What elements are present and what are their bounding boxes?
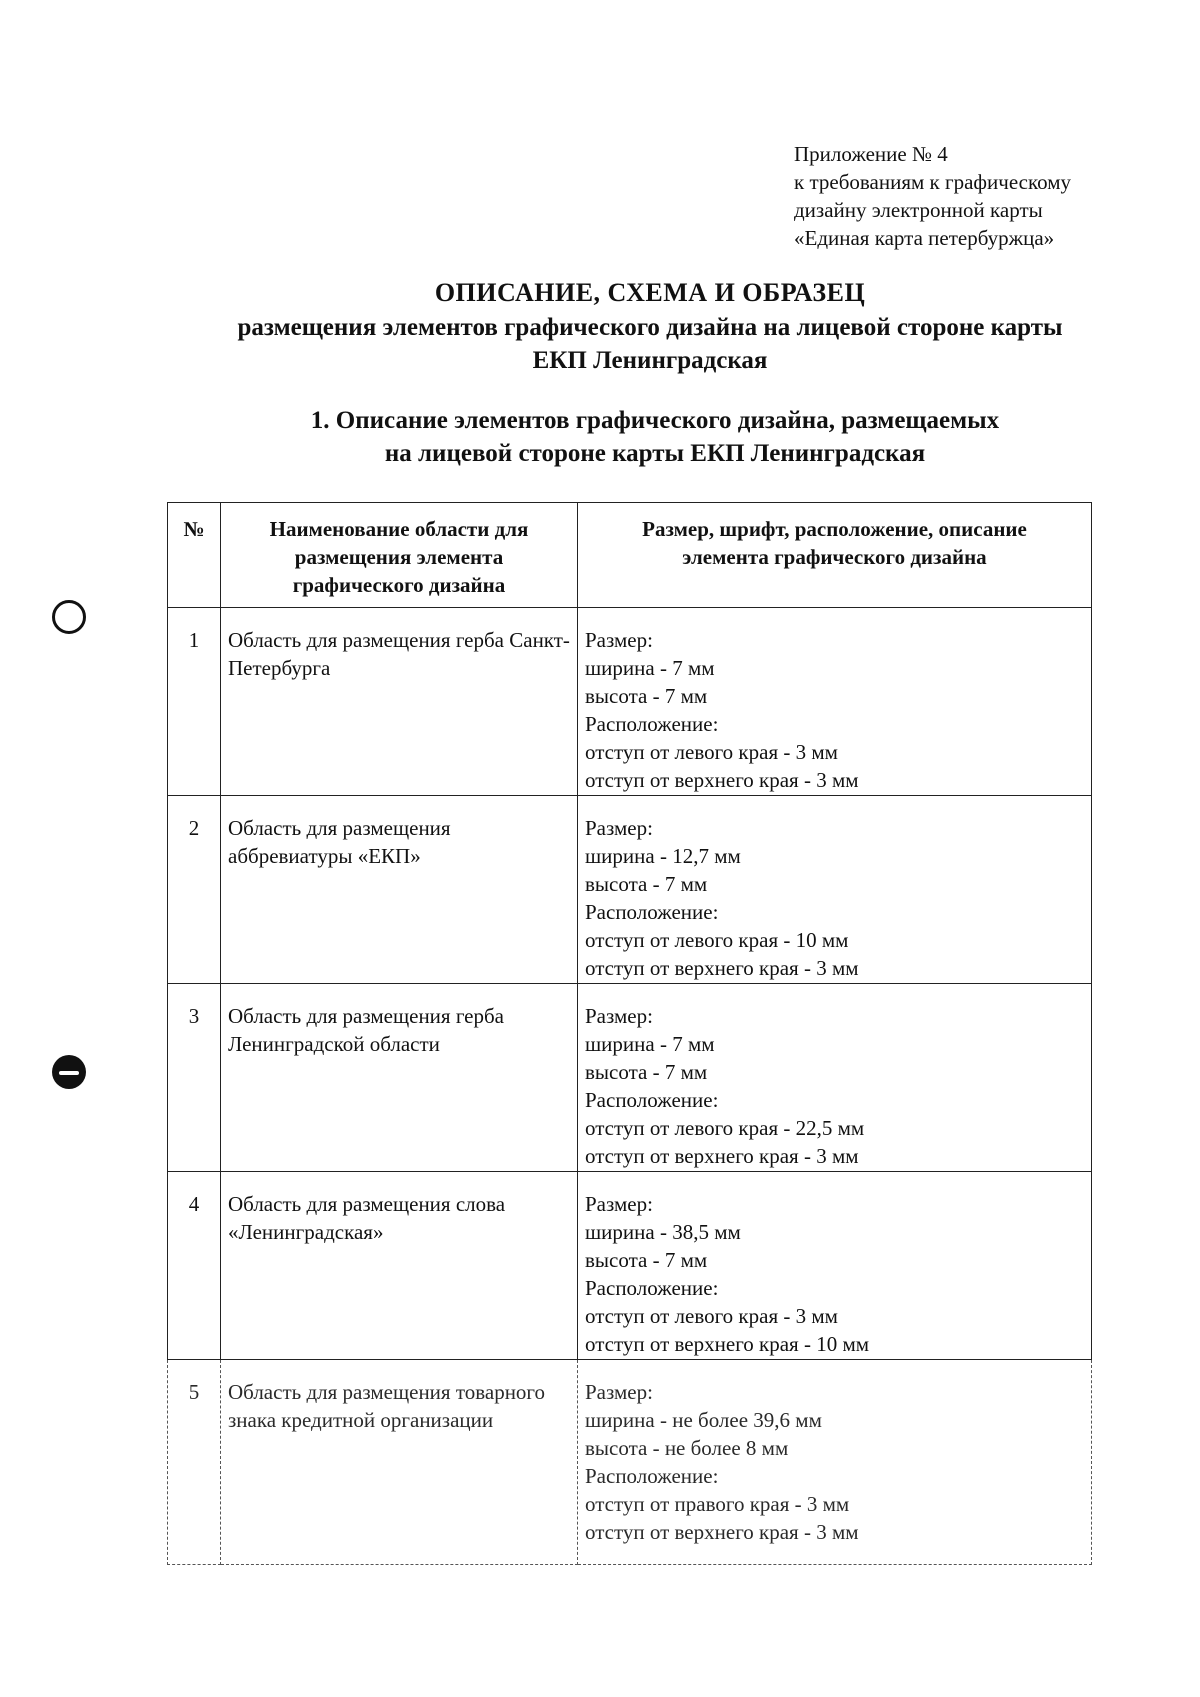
row-description: [578, 984, 1092, 1172]
desc-line: отступ от левого края - 10 мм: [585, 928, 849, 952]
document-title: ОПИСАНИЕ, СХЕМА И ОБРАЗЕЦ: [434, 278, 866, 307]
header-description: [578, 503, 1092, 608]
row-number: 2: [168, 796, 221, 984]
desc-line: Размер:: [585, 1004, 653, 1028]
desc-line: Расположение:: [585, 1464, 719, 1488]
table-row: [168, 796, 1092, 984]
desc-line: высота - 7 мм: [585, 1060, 708, 1084]
punch-hole-filled-icon: [52, 1055, 86, 1089]
desc-line: Расположение:: [585, 1088, 719, 1112]
row-area-name: Область для размещения слова «Ленинградская»: [221, 1172, 578, 1360]
row-description: [578, 608, 1092, 796]
section-title-continued: на лицевой стороне карты ЕКП Ленинградская: [384, 440, 926, 467]
desc-line: Расположение:: [585, 1276, 719, 1300]
appendix-note: [794, 140, 1071, 252]
table-row: [168, 1360, 1092, 1565]
desc-line: отступ от верхнего края - 3 мм: [585, 956, 859, 980]
header-area-name: [221, 503, 578, 608]
table-header-row: [168, 503, 1092, 608]
row-number: 4: [168, 1172, 221, 1360]
desc-line: ширина - 7 мм: [585, 1032, 715, 1056]
desc-line: ширина - не более 39,6 мм: [585, 1408, 822, 1432]
document-subtitle: размещения элементов графического дизайна на лицевой стороне карты: [237, 314, 1063, 341]
punch-hole-open-icon: [52, 600, 86, 634]
desc-line: Размер:: [585, 1192, 653, 1216]
appendix-line: «Единая карта петербуржца»: [794, 226, 1055, 250]
desc-line: ширина - 12,7 мм: [585, 844, 741, 868]
appendix-line: Приложение № 4: [794, 142, 948, 166]
desc-line: Расположение:: [585, 712, 719, 736]
appendix-line: к требованиям к графическому: [794, 170, 1072, 194]
table-row: [168, 1172, 1092, 1360]
table-row: [168, 608, 1092, 796]
desc-line: ширина - 7 мм: [585, 656, 715, 680]
header-description-text: Размер, шрифт, расположение, описание элемента графического дизайна: [642, 517, 1027, 569]
desc-line: отступ от верхнего края - 3 мм: [585, 768, 859, 792]
desc-line: отступ от верхнего края - 3 мм: [585, 1520, 859, 1544]
desc-line: отступ от правого края - 3 мм: [585, 1492, 850, 1516]
design-elements-table: [167, 502, 1092, 1565]
desc-line: высота - 7 мм: [585, 684, 708, 708]
desc-line: отступ от левого края - 22,5 мм: [585, 1116, 865, 1140]
header-number: №: [168, 503, 221, 608]
desc-line: Размер:: [585, 816, 653, 840]
desc-line: высота - не более 8 мм: [585, 1436, 789, 1460]
desc-line: отступ от верхнего края - 3 мм: [585, 1144, 859, 1168]
desc-line: Расположение:: [585, 900, 719, 924]
section-title: 1. Описание элементов графического дизайна, размещаемых: [310, 407, 1000, 434]
desc-line: отступ от левого края - 3 мм: [585, 1304, 838, 1328]
desc-line: отступ от левого края - 3 мм: [585, 740, 838, 764]
row-area-name: Область для размещения товарного знака кредитной организации: [221, 1360, 578, 1565]
row-area-name: Область для размещения герба Ленинградской области: [221, 984, 578, 1172]
row-description: [578, 796, 1092, 984]
row-number: 5: [168, 1360, 221, 1565]
row-description: [578, 1360, 1092, 1565]
document-subtitle-card: ЕКП Ленинградская: [532, 347, 768, 374]
desc-line: высота - 7 мм: [585, 872, 708, 896]
row-number: 3: [168, 984, 221, 1172]
desc-line: высота - 7 мм: [585, 1248, 708, 1272]
row-description: [578, 1172, 1092, 1360]
row-number: 1: [168, 608, 221, 796]
table-row: [168, 984, 1092, 1172]
header-area-name-text: Наименование области для размещения элемента графического дизайна: [269, 517, 529, 597]
desc-line: отступ от верхнего края - 10 мм: [585, 1332, 870, 1356]
appendix-line: дизайну электронной карты: [794, 198, 1043, 222]
row-area-name: Область для размещения герба Санкт-Петербурга: [221, 608, 578, 796]
desc-line: ширина - 38,5 мм: [585, 1220, 741, 1244]
row-area-name: Область для размещения аббревиатуры «ЕКП»: [221, 796, 578, 984]
desc-line: Размер:: [585, 1380, 653, 1404]
desc-line: Размер:: [585, 628, 653, 652]
